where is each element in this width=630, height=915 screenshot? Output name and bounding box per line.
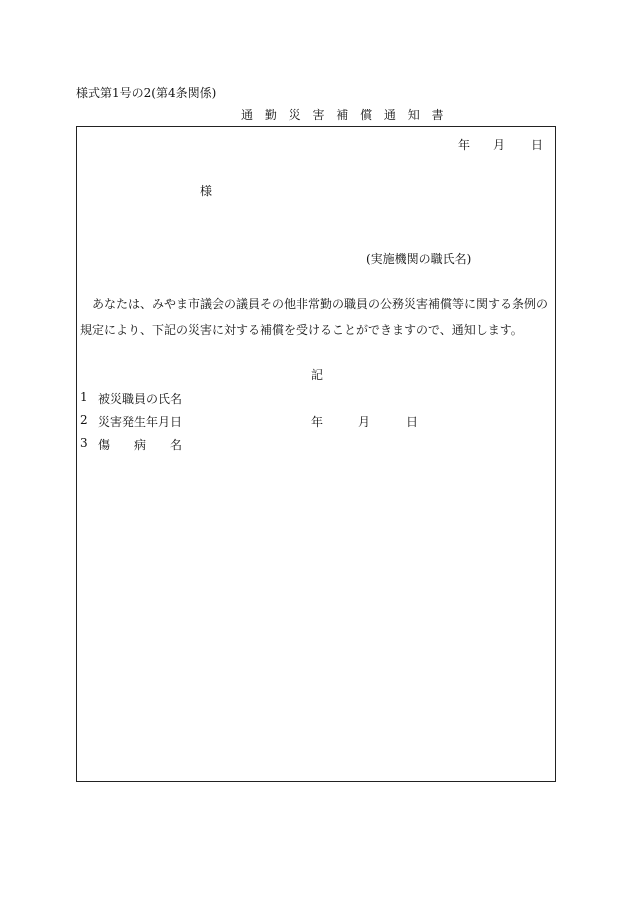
accident-month-label: 月 [358, 415, 371, 429]
notice-body: あなたは、みやま市議会の議員その他非常勤の職員の公務災害補償等に関する条例の規定により、下記の災害に対する補償を受けることができますので、通知します。 [80, 297, 549, 337]
date-month-label: 月 [493, 138, 506, 152]
injury-name-label: 傷 病 名 [98, 438, 183, 452]
item-number-2: 2 [80, 413, 88, 427]
item-number-1: 1 [80, 390, 88, 404]
issuing-official: (実施機関の職氏名) [366, 252, 472, 266]
date-year-label: 年 [458, 138, 471, 152]
document-title: 通 勤 災 害 補 償 通 知 書 [241, 108, 448, 122]
date-day-label: 日 [531, 138, 544, 152]
accident-year-label: 年 [311, 415, 324, 429]
accident-date-label: 災害発生年月日 [98, 415, 183, 429]
addressee-honorific: 様 [200, 184, 213, 198]
item-number-3: 3 [80, 436, 88, 450]
notice-frame [76, 126, 556, 782]
form-number: 様式第1号の2(第4条関係) [76, 86, 217, 100]
accident-day-label: 日 [406, 415, 419, 429]
record-heading: 記 [311, 368, 324, 382]
victim-name-label: 被災職員の氏名 [98, 392, 183, 406]
